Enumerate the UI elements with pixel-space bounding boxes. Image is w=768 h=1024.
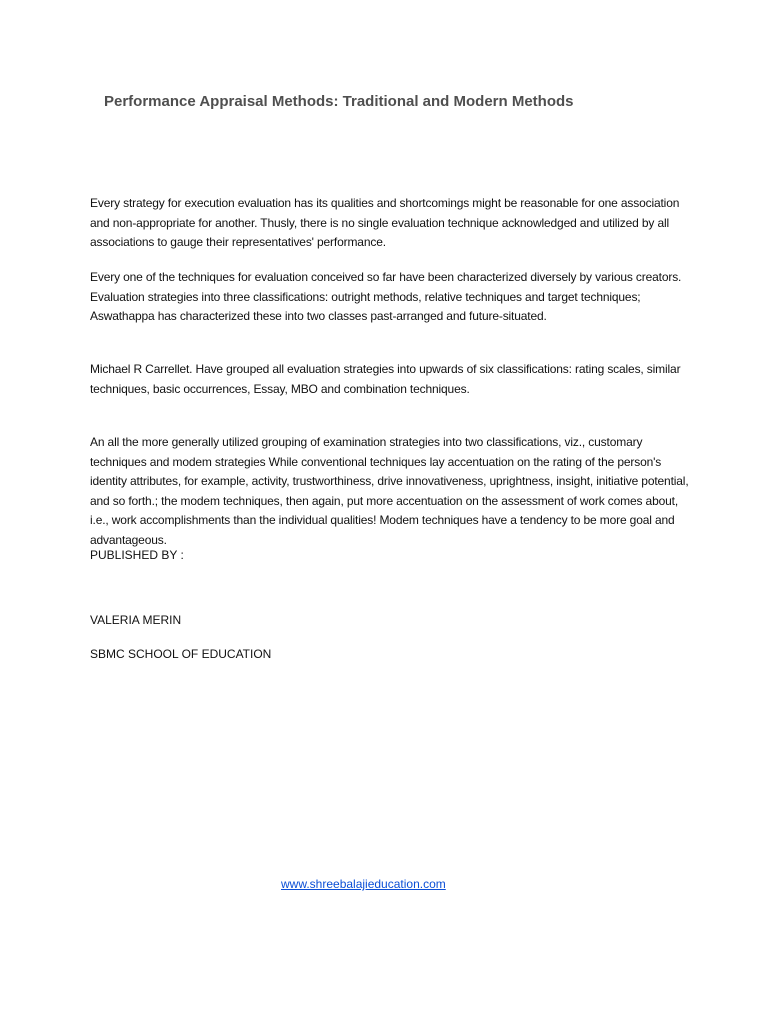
paragraph-1: Every strategy for execution evaluation has its qualities and shortcomings might be reasonable for one association and non-appropriate for another. Thusly, there is no single evaluation technique acknowledged and utilized by all associations to gauge their representatives' performance. [90,196,680,249]
author-name: VALERIA MERIN [90,613,182,627]
paragraph-4: An all the more generally utilized grouping of examination strategies into two classifications, viz., customary techniques and modem strategies While conventional techniques lay accentuation on the rating of the person's identity attributes, for example, activity, trustworthiness, drive innovativeness, uprightness, insight, initiative potential, and so forth.; the modem techniques, then again, put more accentuation on the assessment of work comes about, i.e., work accomplishments than the individual qualities! Modem techniques have a tendency to be more goal and advantageous. [90,435,689,547]
paragraph-3: Michael R Carrellet. Have grouped all evaluation strategies into upwards of six classifications: rating scales, similar techniques, basic occurrences, Essay, MBO and combination techniques. [90,362,681,396]
published-by-label: PUBLISHED BY : [90,548,184,562]
paragraph-2: Every one of the techniques for evaluation conceived so far have been characterized diversely by various creators. Evaluation strategies into three classifications: outright methods, relative techniques and target techniques; Aswathappa has characterized these into two classes past-arranged and future-situated. [90,270,682,323]
website-link[interactable]: www.shreebalajieducation.com [281,877,446,891]
document-title: Performance Appraisal Methods: Traditional and Modern Methods [104,93,574,110]
organization-name: SBMC SCHOOL OF EDUCATION [90,647,272,661]
